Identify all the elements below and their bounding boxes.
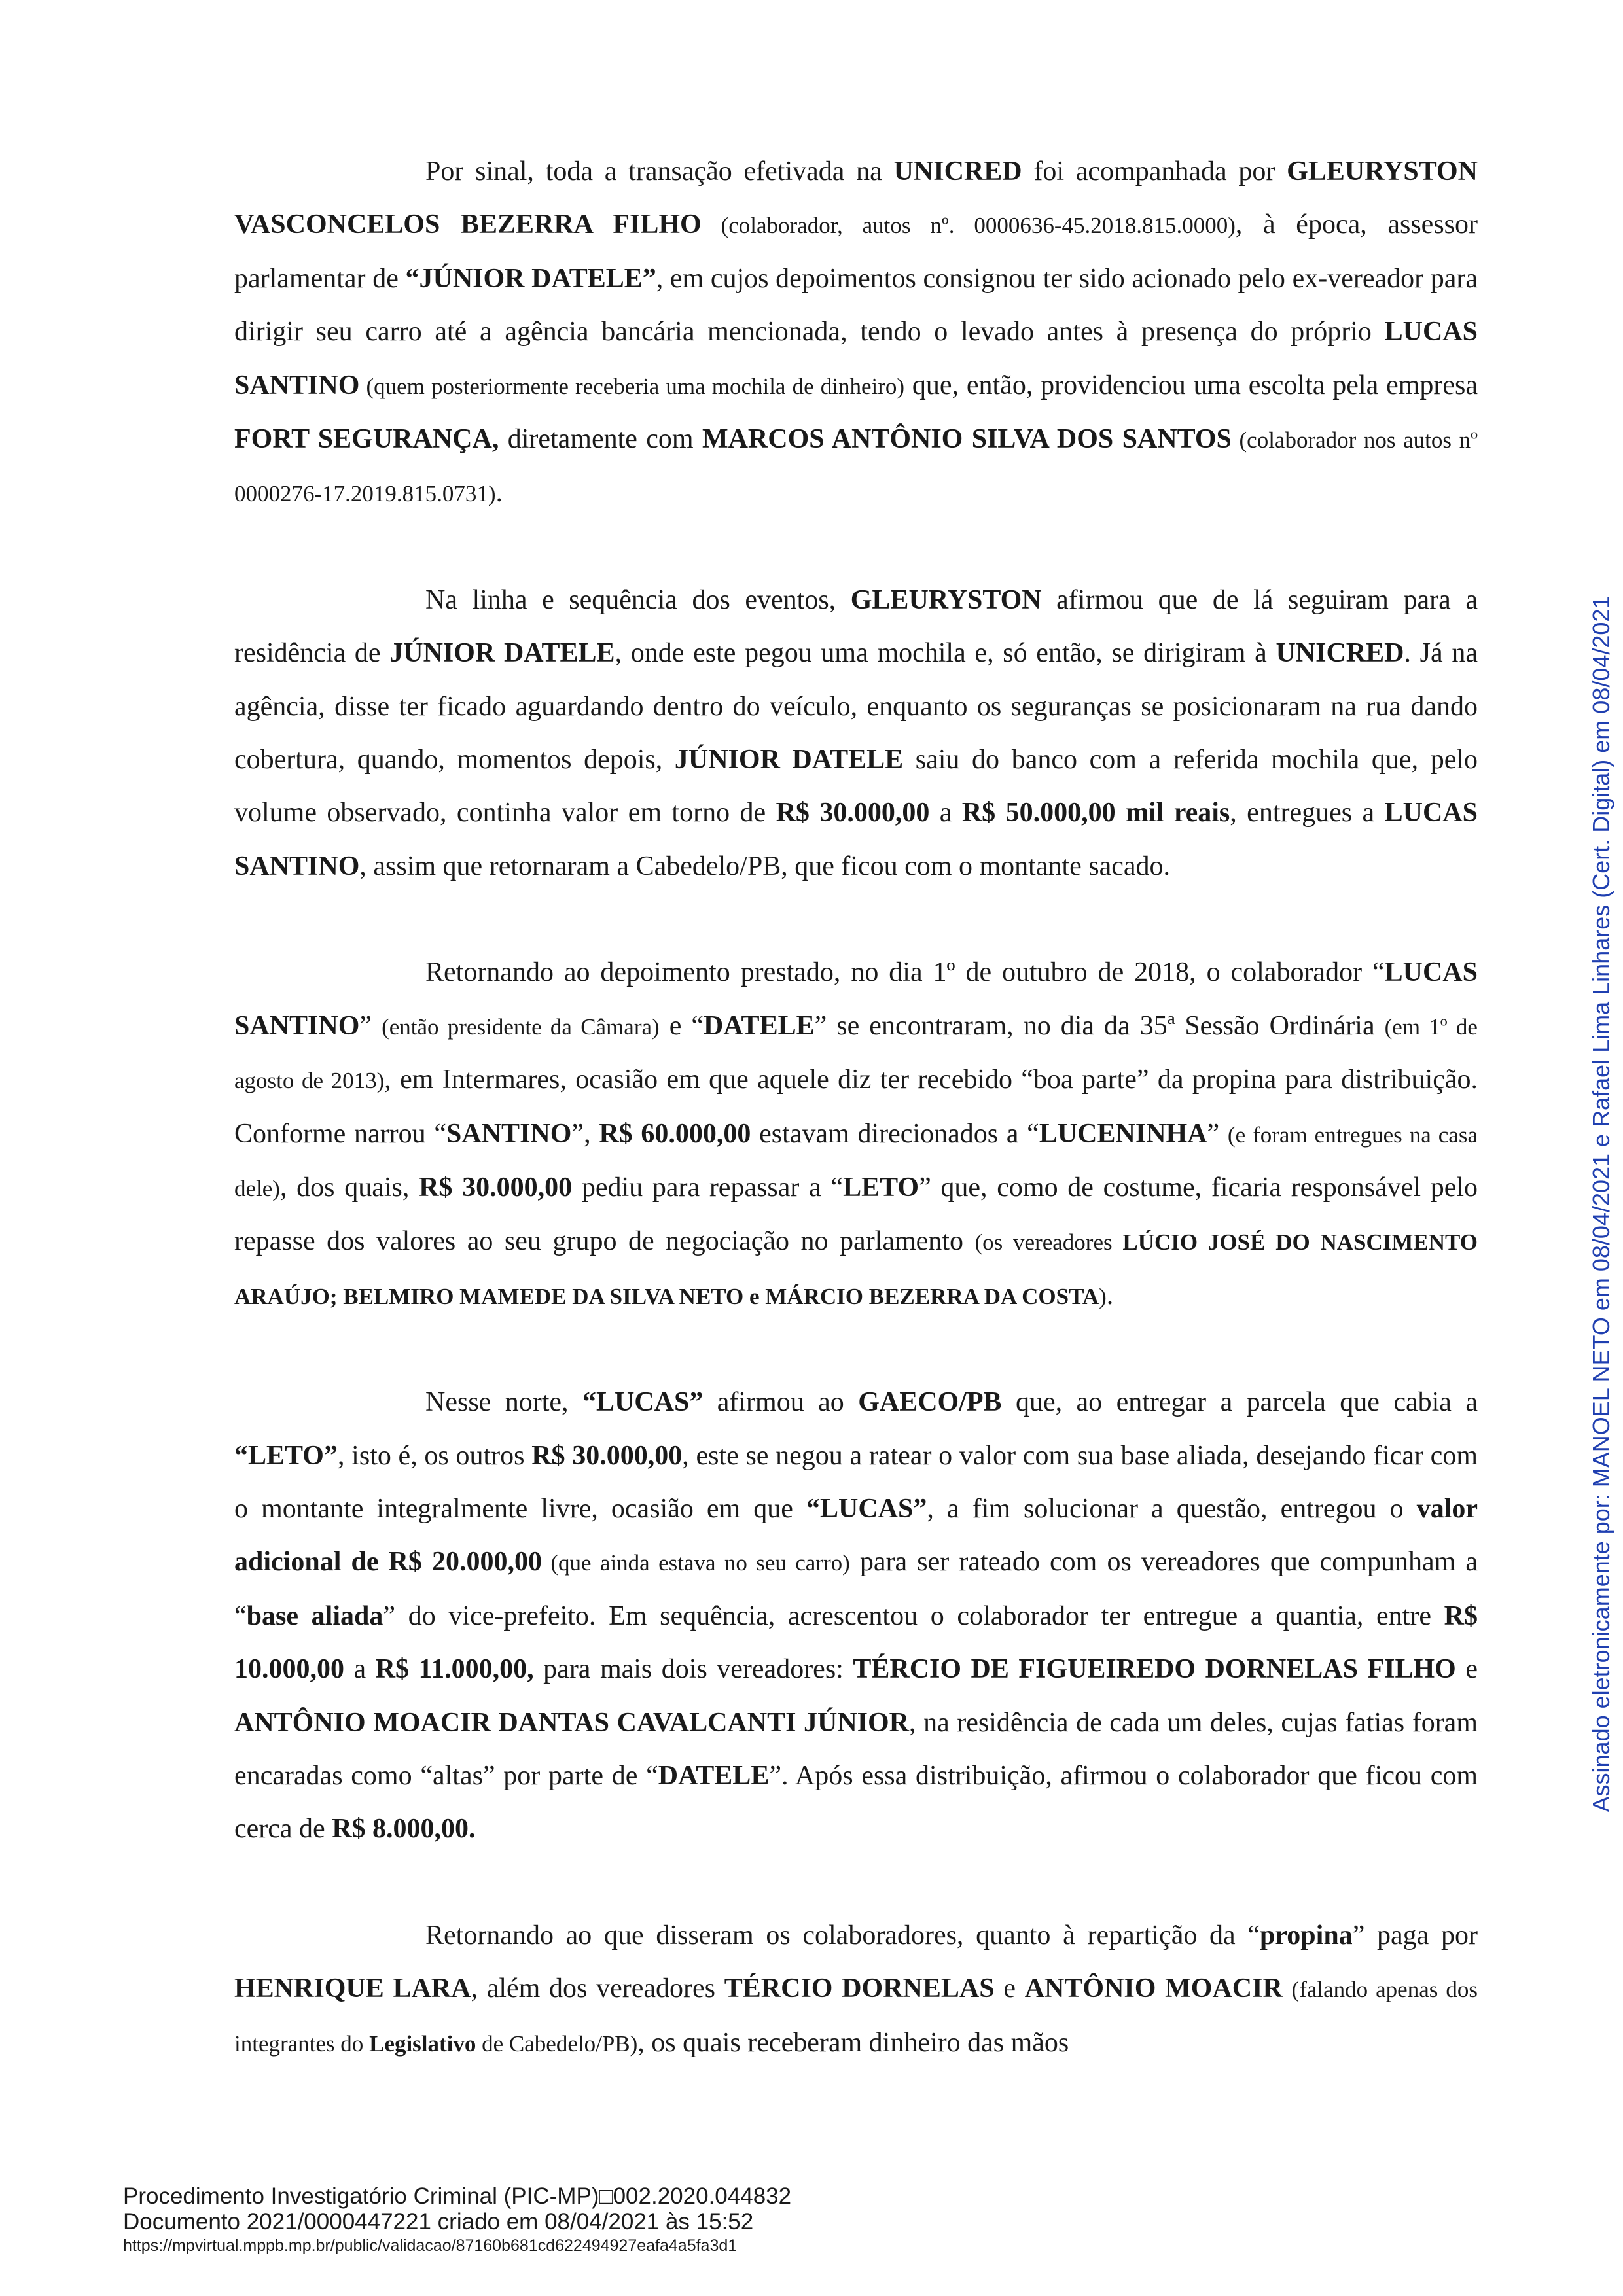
- small-run: (em 1º de agosto de 2013): [234, 1014, 1478, 1094]
- bold-run: “JÚNIOR DATELE”: [405, 263, 656, 294]
- bold-run: R$ 30.000,00: [776, 798, 930, 828]
- text-run: , este se negou a ratear o valor com sua base aliada, desejando ficar com o montante integralmente livre, ocasião em que: [234, 1440, 1478, 1524]
- text-run: , os quais receberam dinheiro das mãos: [637, 2027, 1069, 2058]
- bold-run: DATELE: [704, 1010, 815, 1041]
- bold-run: DATELE: [658, 1760, 770, 1791]
- text-run: , em Intermares, ocasião em que aquele diz ter recebido “boa parte” da propina para distribuição. Conforme narrou “: [234, 1065, 1478, 1149]
- text-run: saiu do banco com a referida mochila que, pelo volume observado, continha valor em torno de: [234, 745, 1478, 828]
- text-run: ”: [1207, 1118, 1228, 1149]
- paragraph: [234, 145, 1478, 521]
- bold-run: R$ 30.000,00: [531, 1440, 683, 1471]
- bold-run: LUCAS SANTINO: [234, 957, 1478, 1041]
- text-run: estavam direcionados a “: [751, 1118, 1039, 1149]
- text-run: afirmou ao: [703, 1387, 859, 1418]
- bold-run: TÉRCIO DORNELAS: [724, 1973, 995, 2004]
- text-run: .: [1106, 1280, 1114, 1311]
- text-run: ”: [359, 1010, 382, 1041]
- bold-run: R$ 50.000,00 mil reais: [961, 798, 1230, 828]
- bold-run: FORT SEGURANÇA,: [234, 424, 499, 455]
- bold-run: UNICRED: [1275, 638, 1404, 669]
- document-body: [234, 145, 1478, 2070]
- small-run: de Cabedelo/PB): [476, 2030, 638, 2057]
- text-run: e: [994, 1973, 1025, 2004]
- bold-run: JÚNIOR DATELE: [674, 745, 904, 775]
- paragraph: [234, 1909, 1478, 2070]
- text-run: Por sinal, toda a transação efetivada na: [425, 156, 894, 186]
- bold-run: LETO: [843, 1172, 919, 1203]
- text-run: para ser rateado com os vereadores que compunham a “: [234, 1547, 1478, 1631]
- bold-run: TÉRCIO DE FIGUEIREDO DORNELAS FILHO: [853, 1654, 1456, 1685]
- text-run: , na residência de cada um deles, cujas fatias foram encaradas como “altas” por parte de “: [234, 1707, 1478, 1791]
- paragraph: [234, 574, 1478, 893]
- text-run: ” paga por: [1352, 1920, 1478, 1951]
- text-run: que, então, providenciou uma escolta pela empresa: [904, 370, 1478, 400]
- bold-run: GAECO/PB: [858, 1387, 1002, 1418]
- small-run: (os vereadores: [974, 1229, 1123, 1256]
- bold-run: SANTINO: [446, 1118, 572, 1149]
- text-run: afirmou que de lá seguiram para a residência de: [234, 584, 1478, 669]
- paragraph: [234, 1376, 1478, 1856]
- bold-run: JÚNIOR DATELE: [389, 638, 615, 669]
- bold-run: ANTÔNIO MOACIR DANTAS CAVALCANTI JÚNIOR: [234, 1707, 910, 1738]
- text-run: [1283, 1973, 1292, 2004]
- footer-procedure-line: Procedimento Investigatório Criminal (PIC-MP)□002.2020.044832: [123, 2183, 792, 2209]
- text-run: diretamente com: [499, 424, 702, 455]
- text-run: que, ao entregar a parcela que cabia a: [1001, 1387, 1478, 1418]
- bold-run: GLEURYSTON: [850, 584, 1042, 615]
- small-run: (então presidente da Câmara): [382, 1014, 660, 1040]
- bold-run: GLEURYSTON VASCONCELOS BEZERRA FILHO: [234, 156, 1478, 240]
- bold-run: LUCAS SANTINO: [234, 317, 1478, 400]
- bold-run: UNICRED: [893, 156, 1022, 186]
- bold-run: R$ 60.000,00: [599, 1118, 751, 1149]
- bold-run: R$ 30.000,00: [419, 1172, 573, 1203]
- text-run: Retornando ao que disseram os colaboradores, quanto à repartição da “: [425, 1920, 1260, 1951]
- electronic-signature-note: Assinado eletronicamente por: MANOEL NETO em 08/04/2021 e Rafael Lima Linhares (Cert. Digital) em 08/04/2021: [1588, 595, 1614, 1812]
- small-bold-run: LÚCIO JOSÉ DO NASCIMENTO ARAÚJO; BELMIRO MAMEDE DA SILVA NETO e MÁRCIO BEZERRA DA COSTA: [234, 1229, 1478, 1309]
- text-run: e “: [659, 1010, 704, 1041]
- text-run: , isto é, os outros: [337, 1440, 532, 1471]
- bold-run: valor adicional de R$ 20.000,00: [234, 1493, 1478, 1578]
- bold-run: propina: [1260, 1920, 1353, 1951]
- text-run: e: [1455, 1654, 1478, 1685]
- text-run: pediu para repassar a “: [572, 1172, 844, 1203]
- text-run: Nesse norte,: [425, 1387, 582, 1418]
- text-run: Na linha e sequência dos eventos,: [425, 584, 851, 615]
- text-run: ” que, como de costume, ficaria responsável pelo repasse dos valores ao seu grupo de negociação no parlamento: [234, 1172, 1478, 1257]
- bold-run: “LUCAS”: [806, 1493, 927, 1524]
- bold-run: “LETO”: [234, 1440, 338, 1471]
- footer-document-line: Documento 2021/0000447221 criado em 08/04/2021 às 15:52: [123, 2209, 754, 2234]
- bold-run: HENRIQUE LARA: [234, 1973, 471, 2004]
- text-run: , entregues a: [1230, 798, 1385, 828]
- bold-run: LUCAS SANTINO: [234, 798, 1478, 881]
- text-run: ” se encontraram, no dia da 35ª Sessão Ordinária: [814, 1010, 1385, 1041]
- footer-validation-link[interactable]: https://mpvirtual.mppb.mp.br/public/validacao/87160b681cd622494927eafa4a5fa3d1: [123, 2236, 738, 2255]
- text-run: , onde este pegou uma mochila e, só então, se dirigiram à: [615, 638, 1276, 669]
- text-run: , além dos vereadores: [471, 1973, 724, 2004]
- text-run: Retornando ao depoimento prestado, no dia 1º de outubro de 2018, o colaborador “: [425, 957, 1385, 988]
- small-run: ): [1099, 1283, 1107, 1309]
- bold-run: MARCOS ANTÔNIO SILVA DOS SANTOS: [702, 424, 1232, 455]
- text-run: , dos quais,: [279, 1172, 419, 1203]
- small-run: (quem posteriormente receberia uma mochila de dinheiro): [359, 373, 905, 399]
- bold-run: R$ 11.000,00,: [375, 1654, 534, 1685]
- small-run: (falando apenas dos integrantes do: [234, 1977, 1478, 2057]
- text-run: , em cujos depoimentos consignou ter sido acionado pelo ex-vereador para dirigir seu carro até a agência bancária mencionada, tendo o levado antes à presença do próprio: [234, 263, 1478, 347]
- bold-run: ANTÔNIO MOACIR: [1024, 1973, 1283, 2004]
- paragraph: [234, 946, 1478, 1323]
- bold-run: R$ 10.000,00: [234, 1600, 1478, 1685]
- text-run: ”,: [571, 1118, 599, 1149]
- small-bold-run: Legislativo: [369, 2030, 476, 2057]
- document-footer: [123, 2183, 791, 2257]
- bold-run: LUCENINHA: [1039, 1118, 1207, 1149]
- bold-run: R$ 8.000,00.: [332, 1814, 476, 1845]
- text-run: .: [495, 478, 503, 508]
- text-run: a: [344, 1654, 376, 1685]
- text-run: , a fim solucionar a questão, entregou o: [927, 1493, 1417, 1524]
- text-run: ” do vice-prefeito. Em sequência, acrescentou o colaborador ter entregue a quantia, entre: [383, 1600, 1444, 1631]
- small-run: (e foram entregues na casa dele): [234, 1122, 1478, 1201]
- bold-run: “LUCAS”: [582, 1387, 704, 1418]
- bold-run: base aliada: [246, 1600, 383, 1631]
- small-run: (colaborador, autos nº. 0000636-45.2018.815.0000): [701, 213, 1236, 239]
- text-run: para mais dois vereadores:: [533, 1654, 853, 1685]
- small-run: (que ainda estava no seu carro): [542, 1550, 850, 1576]
- text-run: . Já na agência, disse ter ficado aguardando dentro do veículo, enquanto os seguranças se posicionaram na rua dando cobertura, quando, momentos depois,: [234, 638, 1478, 775]
- text-run: a: [929, 798, 962, 828]
- text-run: , à época, assessor parlamentar de: [234, 209, 1478, 294]
- text-run: ”. Após essa distribuição, afirmou o colaborador que ficou com cerca de: [234, 1760, 1478, 1845]
- text-run: , assim que retornaram a Cabedelo/PB, que ficou com o montante sacado.: [359, 851, 1171, 881]
- text-run: foi acompanhada por: [1022, 156, 1287, 186]
- small-run: (colaborador nos autos nº 0000276-17.2019.815.0731): [234, 427, 1478, 507]
